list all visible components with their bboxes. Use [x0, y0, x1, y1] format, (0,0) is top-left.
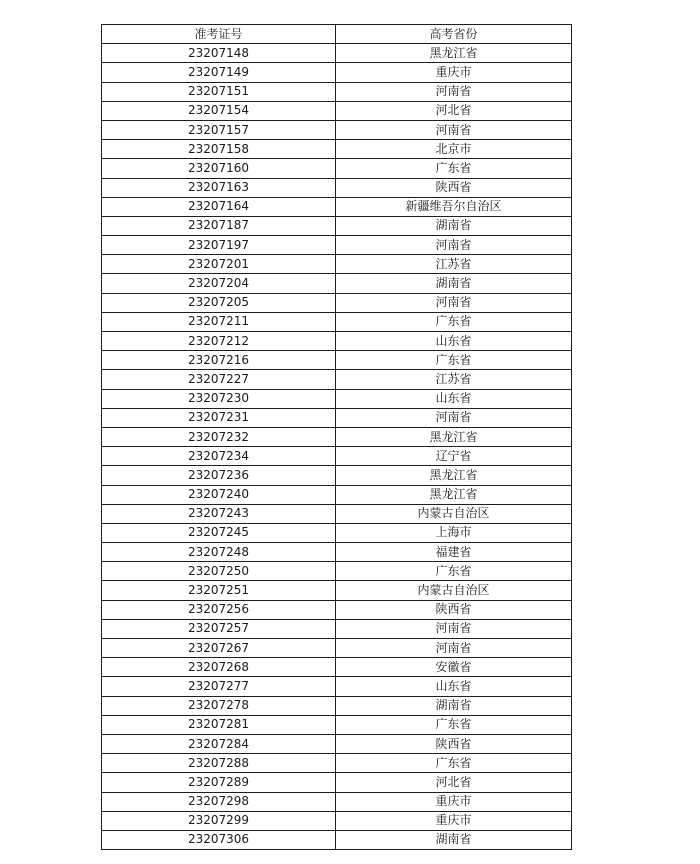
exam-number-cell: 23207277: [102, 677, 336, 696]
exam-number-cell: 23207211: [102, 312, 336, 331]
exam-number-cell: 23207250: [102, 562, 336, 581]
table-row: [102, 389, 572, 408]
table-row: [102, 178, 572, 197]
table-row: [102, 408, 572, 427]
exam-number-cell: 23207212: [102, 332, 336, 351]
province-cell: 湖南省: [336, 830, 572, 849]
exam-number-cell: 23207216: [102, 351, 336, 370]
province-cell: 重庆市: [336, 63, 572, 82]
table-row: [102, 44, 572, 63]
table-row: [102, 101, 572, 120]
province-cell: 黑龙江省: [336, 485, 572, 504]
table-row: [102, 255, 572, 274]
exam-number-cell: 23207248: [102, 543, 336, 562]
table-row: [102, 447, 572, 466]
province-cell: 广东省: [336, 351, 572, 370]
province-cell: 河北省: [336, 101, 572, 120]
table-row: [102, 370, 572, 389]
exam-number-cell: 23207204: [102, 274, 336, 293]
exam-number-cell: 23207288: [102, 754, 336, 773]
province-cell: 黑龙江省: [336, 466, 572, 485]
province-cell: 河南省: [336, 236, 572, 255]
province-cell: 广东省: [336, 715, 572, 734]
table-row: [102, 82, 572, 101]
province-cell: 广东省: [336, 754, 572, 773]
table-row: [102, 504, 572, 523]
exam-number-cell: 23207164: [102, 197, 336, 216]
table-row: [102, 466, 572, 485]
province-cell: 重庆市: [336, 811, 572, 830]
table-row: [102, 734, 572, 753]
table-row: [102, 197, 572, 216]
table-row: [102, 619, 572, 638]
table-row: [102, 312, 572, 331]
province-cell: 黑龙江省: [336, 44, 572, 63]
table-row: [102, 811, 572, 830]
table-row: [102, 159, 572, 178]
exam-number-cell: 23207298: [102, 792, 336, 811]
exam-number-cell: 23207231: [102, 408, 336, 427]
exam-number-cell: 23207157: [102, 120, 336, 139]
province-cell: 广东省: [336, 312, 572, 331]
province-cell: 江苏省: [336, 255, 572, 274]
exam-number-cell: 23207160: [102, 159, 336, 178]
exam-number-cell: 23207267: [102, 639, 336, 658]
province-cell: 山东省: [336, 332, 572, 351]
province-cell: 河南省: [336, 408, 572, 427]
province-cell: 山东省: [336, 389, 572, 408]
exam-number-cell: 23207232: [102, 427, 336, 446]
exam-number-cell: 23207205: [102, 293, 336, 312]
table-row: [102, 140, 572, 159]
province-cell: 江苏省: [336, 370, 572, 389]
exam-number-cell: 23207299: [102, 811, 336, 830]
table-row: [102, 581, 572, 600]
exam-number-cell: 23207149: [102, 63, 336, 82]
table-row: [102, 754, 572, 773]
table-row: [102, 696, 572, 715]
province-cell: 重庆市: [336, 792, 572, 811]
province-cell: 内蒙古自治区: [336, 581, 572, 600]
province-cell: 安徽省: [336, 658, 572, 677]
province-cell: 湖南省: [336, 696, 572, 715]
table-row: [102, 543, 572, 562]
exam-number-cell: 23207245: [102, 523, 336, 542]
table-row: [102, 715, 572, 734]
exam-number-cell: 23207151: [102, 82, 336, 101]
province-cell: 北京市: [336, 140, 572, 159]
province-cell: 上海市: [336, 523, 572, 542]
province-cell: 河南省: [336, 639, 572, 658]
exam-number-cell: 23207306: [102, 830, 336, 849]
table-row: [102, 830, 572, 849]
exam-number-cell: 23207240: [102, 485, 336, 504]
table-row: [102, 600, 572, 619]
exam-number-cell: 23207154: [102, 101, 336, 120]
province-cell: 广东省: [336, 562, 572, 581]
exam-number-cell: 23207256: [102, 600, 336, 619]
header-exam-number: 准考证号: [102, 25, 336, 44]
exam-number-cell: 23207278: [102, 696, 336, 715]
exam-number-cell: 23207201: [102, 255, 336, 274]
table-row: [102, 773, 572, 792]
province-cell: 湖南省: [336, 274, 572, 293]
table-row: [102, 658, 572, 677]
province-cell: 湖南省: [336, 216, 572, 235]
exam-number-cell: 23207251: [102, 581, 336, 600]
table-row: [102, 792, 572, 811]
table-row: [102, 485, 572, 504]
province-cell: 福建省: [336, 543, 572, 562]
exam-number-cell: 23207243: [102, 504, 336, 523]
province-cell: 新疆维吾尔自治区: [336, 197, 572, 216]
exam-number-cell: 23207281: [102, 715, 336, 734]
table-row: [102, 639, 572, 658]
exam-number-cell: 23207236: [102, 466, 336, 485]
province-cell: 河南省: [336, 619, 572, 638]
table-row: [102, 677, 572, 696]
exam-number-cell: 23207230: [102, 389, 336, 408]
province-cell: 辽宁省: [336, 447, 572, 466]
exam-number-cell: 23207227: [102, 370, 336, 389]
exam-number-cell: 23207163: [102, 178, 336, 197]
table-row: [102, 63, 572, 82]
exam-number-cell: 23207158: [102, 140, 336, 159]
province-cell: 广东省: [336, 159, 572, 178]
admission-table: [101, 24, 572, 850]
province-cell: 河南省: [336, 293, 572, 312]
header-province: 高考省份: [336, 25, 572, 44]
table-row: [102, 216, 572, 235]
exam-number-cell: 23207148: [102, 44, 336, 63]
exam-number-cell: 23207234: [102, 447, 336, 466]
exam-number-cell: 23207257: [102, 619, 336, 638]
table-row: [102, 120, 572, 139]
province-cell: 陕西省: [336, 600, 572, 619]
province-cell: 河南省: [336, 82, 572, 101]
table-row: [102, 351, 572, 370]
province-cell: 黑龙江省: [336, 427, 572, 446]
province-cell: 陕西省: [336, 734, 572, 753]
table-row: [102, 523, 572, 542]
exam-number-cell: 23207289: [102, 773, 336, 792]
exam-number-cell: 23207197: [102, 236, 336, 255]
table-row: [102, 293, 572, 312]
province-cell: 山东省: [336, 677, 572, 696]
exam-number-cell: 23207268: [102, 658, 336, 677]
province-cell: 河南省: [336, 120, 572, 139]
province-cell: 陕西省: [336, 178, 572, 197]
table-row: [102, 274, 572, 293]
province-cell: 河北省: [336, 773, 572, 792]
province-cell: 内蒙古自治区: [336, 504, 572, 523]
table-body: [102, 44, 572, 850]
exam-number-cell: 23207284: [102, 734, 336, 753]
header-row: [102, 25, 572, 44]
table-row: [102, 236, 572, 255]
table-row: [102, 332, 572, 351]
exam-number-cell: 23207187: [102, 216, 336, 235]
table-row: [102, 562, 572, 581]
table-row: [102, 427, 572, 446]
